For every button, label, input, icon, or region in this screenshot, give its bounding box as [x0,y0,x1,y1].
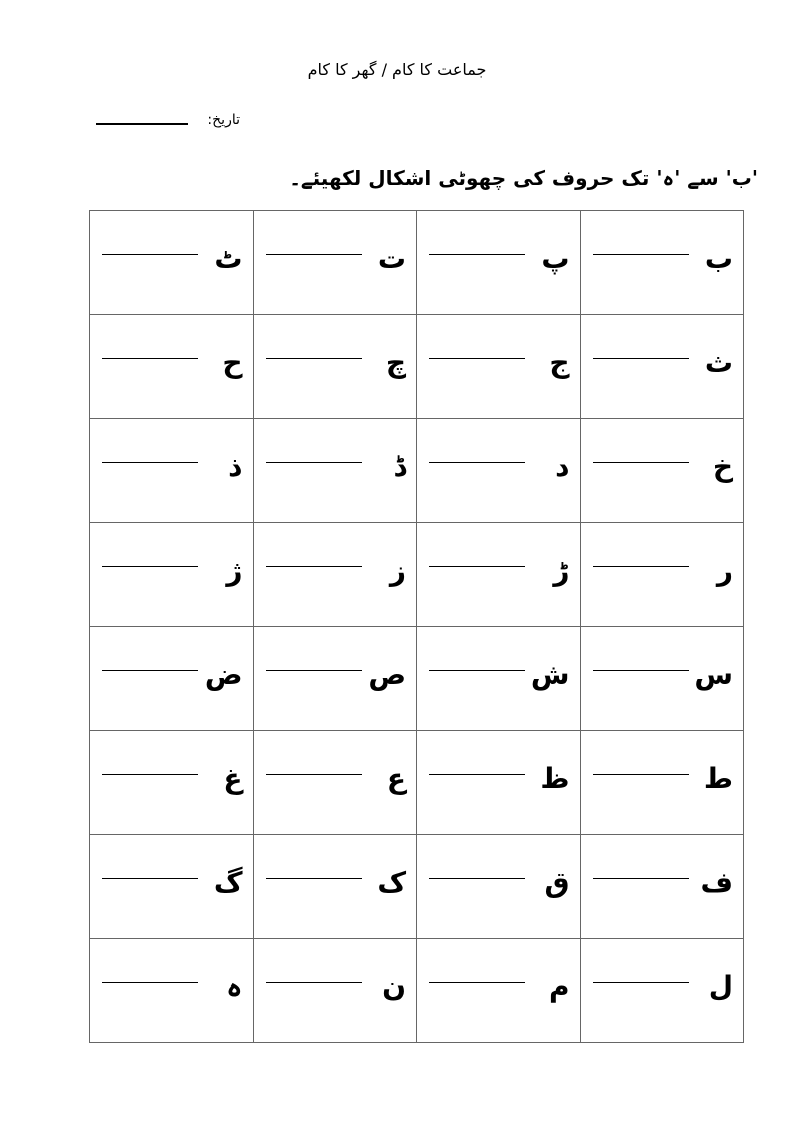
letter-glyph: ڈ [393,450,406,483]
letter-glyph: ط [703,762,733,795]
grid-row [90,939,744,1043]
letter-cell [580,939,744,1043]
letter-cell [417,627,581,731]
letter-cell [90,523,254,627]
letter-cell-content [581,315,744,418]
answer-blank-line[interactable] [593,566,689,567]
letter-glyph: ب [704,242,733,275]
letter-glyph: ٹ [214,242,243,275]
letter-cell-content [90,419,253,522]
letter-cell-content [417,523,580,626]
grid-row [90,523,744,627]
letter-cell [417,731,581,835]
letter-cell [253,731,417,835]
letter-cell [580,627,744,731]
letter-cell [417,211,581,315]
letter-cell-content [417,419,580,522]
letter-glyph: چ [385,346,406,379]
letter-cell [90,315,254,419]
letter-glyph: ض [204,658,243,691]
answer-blank-line[interactable] [593,774,689,775]
letter-glyph: ق [544,866,570,899]
answer-blank-line[interactable] [593,254,689,255]
answer-blank-line[interactable] [593,670,689,671]
answer-blank-line[interactable] [429,566,525,567]
letter-cell-content [90,315,253,418]
letter-cell-content [417,835,580,938]
letter-cell-content [581,211,744,314]
letter-glyph: م [548,970,570,1003]
letter-glyph: خ [712,450,733,483]
answer-blank-line[interactable] [102,254,198,255]
letter-cell [90,627,254,731]
grid-row [90,315,744,419]
letter-cell [253,211,417,315]
instruction-text: 'ب' سے 'ہ' تک حروف کی چھوٹی اشکال لکھیئے۔ [289,166,758,190]
answer-blank-line[interactable] [102,462,198,463]
answer-blank-line[interactable] [429,358,525,359]
letter-glyph: گ [213,866,243,899]
letter-glyph: ل [708,970,733,1003]
letter-cell [580,419,744,523]
letter-cell [580,835,744,939]
letter-glyph: ظ [540,762,570,795]
letter-cell [90,731,254,835]
letter-glyph: ذ [228,450,243,483]
letter-glyph: ش [530,658,570,691]
letter-glyph: ر [716,554,733,587]
answer-blank-line[interactable] [429,462,525,463]
letter-cell [417,939,581,1043]
letter-cell [90,211,254,315]
grid-row [90,731,744,835]
letter-cell-content [90,523,253,626]
answer-blank-line[interactable] [429,774,525,775]
letter-cell-content [254,835,417,938]
letter-cell-content [254,523,417,626]
answer-blank-line[interactable] [429,670,525,671]
answer-blank-line[interactable] [266,254,362,255]
letter-glyph: غ [223,762,243,795]
letter-cell-content [417,315,580,418]
letter-glyph: ع [386,762,406,795]
answer-blank-line[interactable] [593,358,689,359]
answer-blank-line[interactable] [266,774,362,775]
answer-blank-line[interactable] [593,462,689,463]
letter-glyph: ص [368,658,406,691]
letter-glyph: ج [549,346,570,379]
letter-glyph: ت [377,242,406,275]
grid-row [90,419,744,523]
grid-row [90,211,744,315]
letter-cell [253,939,417,1043]
letter-cell [253,627,417,731]
answer-blank-line[interactable] [102,878,198,879]
letter-cell-content [417,731,580,834]
letter-cell-content [254,419,417,522]
letter-glyph: ف [700,866,733,899]
letter-cell [580,731,744,835]
letter-cell-content [581,939,744,1042]
answer-blank-line[interactable] [266,566,362,567]
page-title: جماعت کا کام / گھر کا کام [307,60,487,79]
answer-blank-line[interactable] [102,670,198,671]
letter-cell-content [581,419,744,522]
answer-blank-line[interactable] [102,982,198,983]
letter-glyph: ث [704,346,733,379]
grid-row [90,627,744,731]
answer-blank-line[interactable] [266,670,362,671]
letter-cell-content [417,939,580,1042]
answer-blank-line[interactable] [266,982,362,983]
answer-blank-line[interactable] [102,566,198,567]
answer-blank-line[interactable] [429,982,525,983]
letter-glyph: د [555,450,570,483]
letter-cell-content [90,731,253,834]
letter-grid-body [90,211,744,1043]
letter-cell-content [90,835,253,938]
letter-cell [253,419,417,523]
answer-blank-line[interactable] [266,878,362,879]
letter-glyph: پ [541,242,570,275]
letter-cell-content [90,627,253,730]
answer-blank-line[interactable] [266,462,362,463]
answer-blank-line[interactable] [593,878,689,879]
letter-glyph: ح [222,346,243,379]
answer-blank-line[interactable] [266,358,362,359]
letter-glyph: س [694,658,733,691]
answer-blank-line[interactable] [102,358,198,359]
letter-cell [580,211,744,315]
letter-glyph: ہ [226,970,243,1003]
letter-cell-content [581,523,744,626]
letter-grid [89,210,744,1043]
letter-glyph: ژ [226,554,243,587]
answer-blank-line[interactable] [429,878,525,879]
grid-row [90,835,744,939]
letter-cell-content [254,211,417,314]
letter-cell-content [417,211,580,314]
answer-blank-line[interactable] [102,774,198,775]
letter-cell [90,835,254,939]
letter-cell [90,939,254,1043]
date-field [96,112,246,136]
letter-cell-content [254,731,417,834]
letter-glyph: ن [382,970,406,1003]
letter-glyph: ڑ [553,554,570,587]
letter-cell-content [90,939,253,1042]
date-blank-line [96,123,188,125]
answer-blank-line[interactable] [593,982,689,983]
letter-cell [417,523,581,627]
letter-cell-content [417,627,580,730]
letter-cell-content [581,731,744,834]
letter-cell-content [254,315,417,418]
letter-cell-content [581,835,744,938]
letter-cell [90,419,254,523]
letter-glyph: ک [377,866,406,899]
date-label: تاریخ: [207,112,240,128]
letter-cell [253,315,417,419]
letter-cell [580,315,744,419]
letter-cell-content [254,939,417,1042]
letter-cell [253,835,417,939]
letter-cell [417,315,581,419]
letter-cell [417,835,581,939]
answer-blank-line[interactable] [429,254,525,255]
letter-cell-content [90,211,253,314]
letter-cell [580,523,744,627]
letter-cell [417,419,581,523]
letter-cell [253,523,417,627]
letter-glyph: ز [389,554,406,587]
letter-cell-content [581,627,744,730]
letter-cell-content [254,627,417,730]
